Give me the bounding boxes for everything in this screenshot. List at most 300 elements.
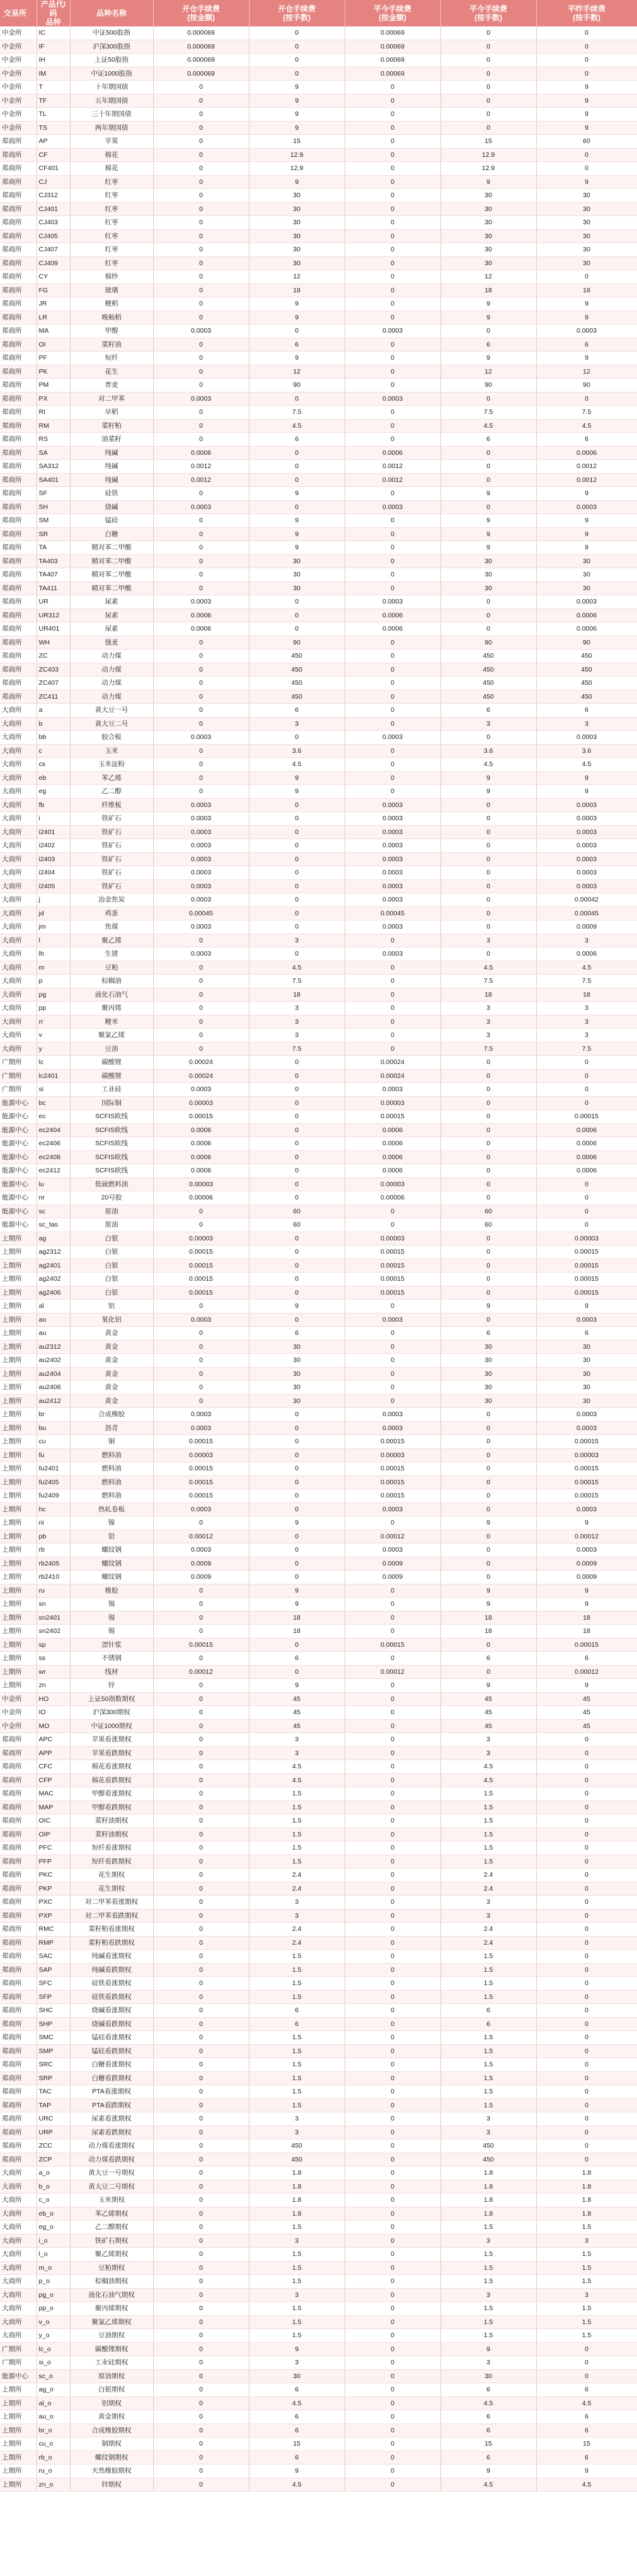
close-today-lots-cell: 0 — [440, 1083, 536, 1097]
table-row — [0, 2153, 637, 2167]
open-amount-cell: 0.00015 — [153, 1475, 249, 1489]
table-row — [0, 1814, 637, 1828]
header-close-today-amount: 平今手续费 (按金额) — [345, 0, 440, 26]
close-today-amount-cell: 0.00012 — [345, 1530, 440, 1543]
code-cell: i — [37, 812, 70, 826]
table-row — [0, 677, 637, 690]
name-cell: 铁矿石 — [70, 852, 153, 866]
open-lots-cell: 9 — [249, 121, 345, 135]
close-today-amount-cell: 0 — [345, 81, 440, 94]
close-yesterday-cell: 30 — [536, 216, 637, 230]
open-amount-cell: 0.000069 — [153, 67, 249, 81]
open-lots-cell: 0 — [249, 1150, 345, 1164]
close-yesterday-cell: 450 — [536, 663, 637, 677]
name-cell: 聚丙烯期权 — [70, 2302, 153, 2316]
exchange-cell: 郑商所 — [0, 1896, 37, 1909]
close-yesterday-cell: 0.00042 — [536, 893, 637, 907]
close-today-lots-cell: 9 — [440, 1300, 536, 1314]
open-amount-cell: 0 — [153, 1828, 249, 1841]
close-yesterday-cell: 9 — [536, 487, 637, 501]
open-lots-cell: 45 — [249, 1719, 345, 1733]
close-today-amount-cell: 0 — [345, 135, 440, 149]
close-yesterday-cell: 9 — [536, 352, 637, 365]
close-yesterday-cell: 0 — [536, 1896, 637, 1909]
close-yesterday-cell: 1.5 — [536, 2248, 637, 2262]
close-today-lots-cell: 1.5 — [440, 2275, 536, 2289]
exchange-cell: 上期所 — [0, 2478, 37, 2492]
name-cell: 燃料油 — [70, 1448, 153, 1462]
close-today-lots-cell: 1.5 — [440, 2044, 536, 2058]
exchange-cell: 郑商所 — [0, 1746, 37, 1760]
close-today-lots-cell: 0 — [440, 852, 536, 866]
close-today-lots-cell: 0 — [440, 26, 536, 40]
close-yesterday-cell: 0.0003 — [536, 1408, 637, 1422]
code-cell: i2405 — [37, 879, 70, 893]
close-today-lots-cell: 0 — [440, 1530, 536, 1543]
table-row — [0, 663, 637, 677]
name-cell: 螺纹钢 — [70, 1571, 153, 1584]
exchange-cell: 大商所 — [0, 975, 37, 988]
exchange-cell: 郑商所 — [0, 2017, 37, 2031]
name-cell: 原油 — [70, 1205, 153, 1218]
close-yesterday-cell: 4.5 — [536, 961, 637, 975]
table-row — [0, 1367, 637, 1381]
open-lots-cell: 1.8 — [249, 2207, 345, 2221]
name-cell: 对二甲苯看跌期权 — [70, 1909, 153, 1923]
close-yesterday-cell: 30 — [536, 202, 637, 216]
close-today-lots-cell: 0 — [440, 67, 536, 81]
name-cell: 沪深300期权 — [70, 1706, 153, 1720]
close-yesterday-cell: 0 — [536, 2112, 637, 2126]
close-yesterday-cell: 0 — [536, 1746, 637, 1760]
close-today-amount-cell: 0 — [345, 1692, 440, 1706]
code-cell: rb_o — [37, 2451, 70, 2464]
open-amount-cell: 0.0003 — [153, 1421, 249, 1435]
close-today-amount-cell: 0.00069 — [345, 54, 440, 67]
close-yesterday-cell: 0 — [536, 162, 637, 176]
close-yesterday-cell: 12 — [536, 365, 637, 379]
close-yesterday-cell: 9 — [536, 1598, 637, 1611]
close-today-lots-cell: 0 — [440, 121, 536, 135]
close-today-amount-cell: 0 — [345, 650, 440, 663]
name-cell: 菜籽油 — [70, 338, 153, 352]
code-cell: PXC — [37, 1896, 70, 1909]
open-lots-cell: 60 — [249, 1205, 345, 1218]
close-today-amount-cell: 0 — [345, 433, 440, 447]
code-cell: CJ401 — [37, 202, 70, 216]
name-cell: 锡 — [70, 1625, 153, 1639]
exchange-cell: 大商所 — [0, 2288, 37, 2302]
code-cell: lc2401 — [37, 1069, 70, 1083]
code-cell: ec — [37, 1110, 70, 1124]
close-today-lots-cell: 0 — [440, 94, 536, 108]
table-row — [0, 135, 637, 149]
table-row — [0, 1719, 637, 1733]
exchange-cell: 大商所 — [0, 920, 37, 934]
close-today-amount-cell: 0 — [345, 785, 440, 799]
name-cell: 菜籽粕看涨期权 — [70, 1923, 153, 1937]
code-cell: au2406 — [37, 1381, 70, 1395]
exchange-cell: 广期所 — [0, 2356, 37, 2370]
close-today-lots-cell: 6 — [440, 2424, 536, 2437]
close-today-amount-cell: 0.0006 — [345, 1137, 440, 1151]
code-cell: IH — [37, 54, 70, 67]
exchange-cell: 能源中心 — [0, 1110, 37, 1124]
open-amount-cell: 0.0006 — [153, 622, 249, 636]
open-lots-cell: 0 — [249, 825, 345, 839]
name-cell: 菜籽油期权 — [70, 1814, 153, 1828]
code-cell: i2404 — [37, 866, 70, 880]
open-amount-cell: 0 — [153, 2424, 249, 2437]
name-cell: 乙二醇 — [70, 785, 153, 799]
code-cell: PX — [37, 392, 70, 406]
name-cell: 白银 — [70, 1232, 153, 1245]
open-lots-cell: 18 — [249, 988, 345, 1002]
exchange-cell: 郑商所 — [0, 270, 37, 284]
name-cell: 碳酸锂 — [70, 1069, 153, 1083]
open-amount-cell: 0 — [153, 2329, 249, 2343]
close-yesterday-cell: 0 — [536, 1191, 637, 1205]
close-yesterday-cell: 0 — [536, 1828, 637, 1841]
name-cell: 棕榈油 — [70, 975, 153, 988]
name-cell: 铁矿石 — [70, 812, 153, 826]
open-amount-cell: 0 — [153, 1814, 249, 1828]
open-lots-cell: 1.5 — [249, 1814, 345, 1828]
name-cell: 白糖看涨期权 — [70, 2058, 153, 2072]
table-row — [0, 2356, 637, 2370]
close-today-amount-cell: 0.0003 — [345, 1543, 440, 1557]
close-today-amount-cell: 0 — [345, 2207, 440, 2221]
name-cell: 甲醇看涨期权 — [70, 1787, 153, 1801]
open-amount-cell: 0 — [153, 1340, 249, 1354]
exchange-cell: 能源中心 — [0, 1205, 37, 1218]
close-yesterday-cell: 0 — [536, 392, 637, 406]
close-yesterday-cell: 0.00015 — [536, 1435, 637, 1449]
open-lots-cell: 0 — [249, 1286, 345, 1300]
table-row — [0, 1855, 637, 1869]
table-row — [0, 609, 637, 622]
close-today-amount-cell: 0 — [345, 2044, 440, 2058]
table-row — [0, 2342, 637, 2356]
exchange-cell: 上期所 — [0, 1652, 37, 1666]
open-amount-cell: 0.0003 — [153, 324, 249, 338]
open-lots-cell: 9 — [249, 785, 345, 799]
close-today-lots-cell: 30 — [440, 1340, 536, 1354]
table-row — [0, 2302, 637, 2316]
exchange-cell: 上期所 — [0, 1625, 37, 1639]
name-cell: 红枣 — [70, 175, 153, 189]
close-today-amount-cell: 0 — [345, 717, 440, 731]
open-amount-cell: 0.00015 — [153, 1489, 249, 1503]
open-amount-cell: 0 — [153, 1394, 249, 1408]
close-yesterday-cell: 3 — [536, 2234, 637, 2248]
exchange-cell: 上期所 — [0, 2383, 37, 2397]
code-cell: rb — [37, 1543, 70, 1557]
code-cell: pg_o — [37, 2288, 70, 2302]
table-row — [0, 2207, 637, 2221]
open-lots-cell: 1.5 — [249, 2275, 345, 2289]
close-yesterday-cell: 0 — [536, 26, 637, 40]
exchange-cell: 大商所 — [0, 825, 37, 839]
name-cell: 豆粕期权 — [70, 2261, 153, 2275]
exchange-cell: 大商所 — [0, 2167, 37, 2180]
close-today-amount-cell: 0 — [345, 2085, 440, 2099]
code-cell: AP — [37, 135, 70, 149]
close-today-lots-cell: 0 — [440, 595, 536, 609]
close-today-amount-cell: 0.00015 — [345, 1475, 440, 1489]
code-cell: cu — [37, 1435, 70, 1449]
open-amount-cell: 0 — [153, 1652, 249, 1666]
close-today-amount-cell: 0 — [345, 1733, 440, 1747]
close-today-lots-cell: 0 — [440, 1273, 536, 1286]
close-today-amount-cell: 0 — [345, 961, 440, 975]
close-today-amount-cell: 0 — [345, 1611, 440, 1625]
open-amount-cell: 0.0003 — [153, 839, 249, 853]
code-cell: jm — [37, 920, 70, 934]
name-cell: 动力煤看涨期权 — [70, 2139, 153, 2153]
close-today-lots-cell: 9 — [440, 352, 536, 365]
exchange-cell: 大商所 — [0, 2248, 37, 2262]
exchange-cell: 郑商所 — [0, 1882, 37, 1896]
exchange-cell: 大商所 — [0, 744, 37, 758]
open-amount-cell: 0 — [153, 135, 249, 149]
exchange-cell: 大商所 — [0, 866, 37, 880]
open-amount-cell: 0.00006 — [153, 1191, 249, 1205]
open-amount-cell: 0 — [153, 717, 249, 731]
close-today-lots-cell: 3 — [440, 1909, 536, 1923]
open-lots-cell: 30 — [249, 1340, 345, 1354]
table-row — [0, 1800, 637, 1814]
code-cell: i2401 — [37, 825, 70, 839]
exchange-cell: 郑商所 — [0, 297, 37, 311]
table-row — [0, 487, 637, 501]
name-cell: 棕榈油期权 — [70, 2275, 153, 2289]
close-yesterday-cell: 0.0006 — [536, 446, 637, 460]
exchange-cell: 能源中心 — [0, 1191, 37, 1205]
open-amount-cell: 0 — [153, 1896, 249, 1909]
close-today-amount-cell: 0 — [345, 2153, 440, 2167]
open-lots-cell: 18 — [249, 1611, 345, 1625]
code-cell: CJ407 — [37, 243, 70, 257]
open-lots-cell: 7.5 — [249, 975, 345, 988]
name-cell: 精对苯二甲酸 — [70, 541, 153, 555]
open-amount-cell: 0 — [153, 2302, 249, 2316]
close-today-amount-cell: 0.0003 — [345, 893, 440, 907]
close-today-lots-cell: 0 — [440, 866, 536, 880]
exchange-cell: 郑商所 — [0, 446, 37, 460]
open-lots-cell: 3 — [249, 2234, 345, 2248]
exchange-cell: 能源中心 — [0, 2369, 37, 2383]
close-today-amount-cell: 0.00015 — [345, 1638, 440, 1652]
close-yesterday-cell: 4.5 — [536, 2396, 637, 2410]
exchange-cell: 郑商所 — [0, 500, 37, 514]
open-amount-cell: 0 — [153, 1923, 249, 1937]
open-amount-cell: 0 — [153, 352, 249, 365]
code-cell: lu — [37, 1177, 70, 1191]
close-today-amount-cell: 0.0012 — [345, 473, 440, 487]
name-cell: 红枣 — [70, 202, 153, 216]
close-yesterday-cell: 30 — [536, 256, 637, 270]
name-cell: 黄金 — [70, 1327, 153, 1341]
code-cell: i2402 — [37, 839, 70, 853]
code-cell: i_o — [37, 2234, 70, 2248]
open-amount-cell: 0 — [153, 2369, 249, 2383]
table-row — [0, 1191, 637, 1205]
open-amount-cell: 0 — [153, 1950, 249, 1964]
open-lots-cell: 6 — [249, 433, 345, 447]
open-amount-cell: 0 — [153, 243, 249, 257]
close-today-amount-cell: 0 — [345, 2410, 440, 2424]
code-cell: APC — [37, 1733, 70, 1747]
code-cell: lc — [37, 1056, 70, 1070]
open-lots-cell: 7.5 — [249, 406, 345, 420]
table-row — [0, 54, 637, 67]
close-today-amount-cell: 0.0006 — [345, 446, 440, 460]
open-lots-cell: 9 — [249, 771, 345, 785]
code-cell: CJ312 — [37, 189, 70, 203]
close-today-amount-cell: 0 — [345, 2302, 440, 2316]
table-row — [0, 852, 637, 866]
table-row — [0, 1652, 637, 1666]
open-lots-cell: 2.4 — [249, 1869, 345, 1882]
name-cell: 玉米期权 — [70, 2194, 153, 2207]
close-today-lots-cell: 0 — [440, 1150, 536, 1164]
close-today-amount-cell: 0 — [345, 1963, 440, 1977]
exchange-cell: 能源中心 — [0, 1123, 37, 1137]
name-cell: 白糖 — [70, 527, 153, 541]
close-today-lots-cell: 0 — [440, 812, 536, 826]
close-today-lots-cell: 4.5 — [440, 2478, 536, 2492]
exchange-cell: 上期所 — [0, 1273, 37, 1286]
close-today-amount-cell: 0.0003 — [345, 879, 440, 893]
exchange-cell: 大商所 — [0, 2221, 37, 2235]
open-lots-cell: 0 — [249, 392, 345, 406]
table-row — [0, 1896, 637, 1909]
open-amount-cell: 0 — [153, 202, 249, 216]
close-today-lots-cell: 3 — [440, 717, 536, 731]
close-yesterday-cell: 30 — [536, 568, 637, 582]
name-cell: 铝期权 — [70, 2396, 153, 2410]
close-today-amount-cell: 0 — [345, 663, 440, 677]
open-amount-cell: 0.0003 — [153, 893, 249, 907]
close-today-lots-cell: 0 — [440, 879, 536, 893]
table-row — [0, 527, 637, 541]
exchange-cell: 上期所 — [0, 1354, 37, 1368]
open-lots-cell: 9 — [249, 2342, 345, 2356]
open-amount-cell: 0 — [153, 2017, 249, 2031]
exchange-cell: 上期所 — [0, 1313, 37, 1327]
close-today-lots-cell: 9 — [440, 527, 536, 541]
name-cell: 尿素看跌期权 — [70, 2126, 153, 2139]
name-cell: 硅铁看涨期权 — [70, 1977, 153, 1991]
open-amount-cell: 0 — [153, 297, 249, 311]
table-row — [0, 1611, 637, 1625]
close-yesterday-cell: 450 — [536, 677, 637, 690]
name-cell: 动力煤 — [70, 663, 153, 677]
open-lots-cell: 4.5 — [249, 2478, 345, 2492]
open-amount-cell: 0 — [153, 121, 249, 135]
close-today-amount-cell: 0 — [345, 162, 440, 176]
code-cell: sp — [37, 1638, 70, 1652]
close-yesterday-cell: 3 — [536, 717, 637, 731]
exchange-cell: 上期所 — [0, 1381, 37, 1395]
open-lots-cell: 3 — [249, 2288, 345, 2302]
code-cell: si_o — [37, 2356, 70, 2370]
close-today-lots-cell: 3 — [440, 2288, 536, 2302]
code-cell: PKC — [37, 1869, 70, 1882]
name-cell: 红枣 — [70, 189, 153, 203]
exchange-cell: 郑商所 — [0, 2085, 37, 2099]
close-yesterday-cell: 0 — [536, 1177, 637, 1191]
open-amount-cell: 0.000069 — [153, 26, 249, 40]
name-cell: 锰硅看跌期权 — [70, 2044, 153, 2058]
exchange-cell: 上期所 — [0, 1475, 37, 1489]
exchange-cell: 郑商所 — [0, 1733, 37, 1747]
close-today-lots-cell: 3 — [440, 1896, 536, 1909]
close-yesterday-cell: 6 — [536, 433, 637, 447]
open-amount-cell: 0 — [153, 365, 249, 379]
exchange-cell: 郑商所 — [0, 2044, 37, 2058]
code-cell: IM — [37, 67, 70, 81]
exchange-cell: 郑商所 — [0, 256, 37, 270]
close-today-lots-cell: 60 — [440, 1218, 536, 1232]
close-yesterday-cell: 0.0006 — [536, 1164, 637, 1178]
code-cell: ru_o — [37, 2464, 70, 2478]
close-today-amount-cell: 0 — [345, 1909, 440, 1923]
name-cell: 铜期权 — [70, 2437, 153, 2451]
exchange-cell: 郑商所 — [0, 581, 37, 595]
open-lots-cell: 9 — [249, 1598, 345, 1611]
name-cell: 棉花看涨期权 — [70, 1760, 153, 1774]
close-today-amount-cell: 0.0003 — [345, 852, 440, 866]
close-today-lots-cell: 3 — [440, 1015, 536, 1029]
close-today-amount-cell: 0.0003 — [345, 324, 440, 338]
code-cell: j — [37, 893, 70, 907]
code-cell: ag2402 — [37, 1273, 70, 1286]
code-cell: SRP — [37, 2071, 70, 2085]
open-lots-cell: 0 — [249, 1489, 345, 1503]
close-today-amount-cell: 0 — [345, 1002, 440, 1016]
name-cell: 黄金 — [70, 1394, 153, 1408]
exchange-cell: 中金所 — [0, 67, 37, 81]
close-yesterday-cell: 0 — [536, 2031, 637, 2045]
close-yesterday-cell: 0.00015 — [536, 1259, 637, 1273]
open-amount-cell: 0 — [153, 162, 249, 176]
open-lots-cell: 3 — [249, 2112, 345, 2126]
open-amount-cell: 0 — [153, 81, 249, 94]
close-today-amount-cell: 0 — [345, 1218, 440, 1232]
open-lots-cell: 3 — [249, 1896, 345, 1909]
close-today-amount-cell: 0 — [345, 1354, 440, 1368]
open-amount-cell: 0 — [153, 1516, 249, 1530]
exchange-cell: 中金所 — [0, 108, 37, 122]
table-row — [0, 1923, 637, 1937]
close-today-lots-cell: 3 — [440, 1002, 536, 1016]
name-cell: 铜 — [70, 1435, 153, 1449]
name-cell: 螺纹钢 — [70, 1557, 153, 1571]
open-lots-cell: 9 — [249, 541, 345, 555]
open-amount-cell: 0 — [153, 758, 249, 772]
exchange-cell: 大商所 — [0, 2194, 37, 2207]
table-row — [0, 975, 637, 988]
name-cell: 苯乙烯 — [70, 771, 153, 785]
open-amount-cell: 0 — [153, 406, 249, 420]
table-row — [0, 1123, 637, 1137]
close-today-amount-cell: 0 — [345, 2004, 440, 2018]
code-cell: UR401 — [37, 622, 70, 636]
close-today-lots-cell: 0 — [440, 907, 536, 920]
close-today-lots-cell: 0 — [440, 392, 536, 406]
